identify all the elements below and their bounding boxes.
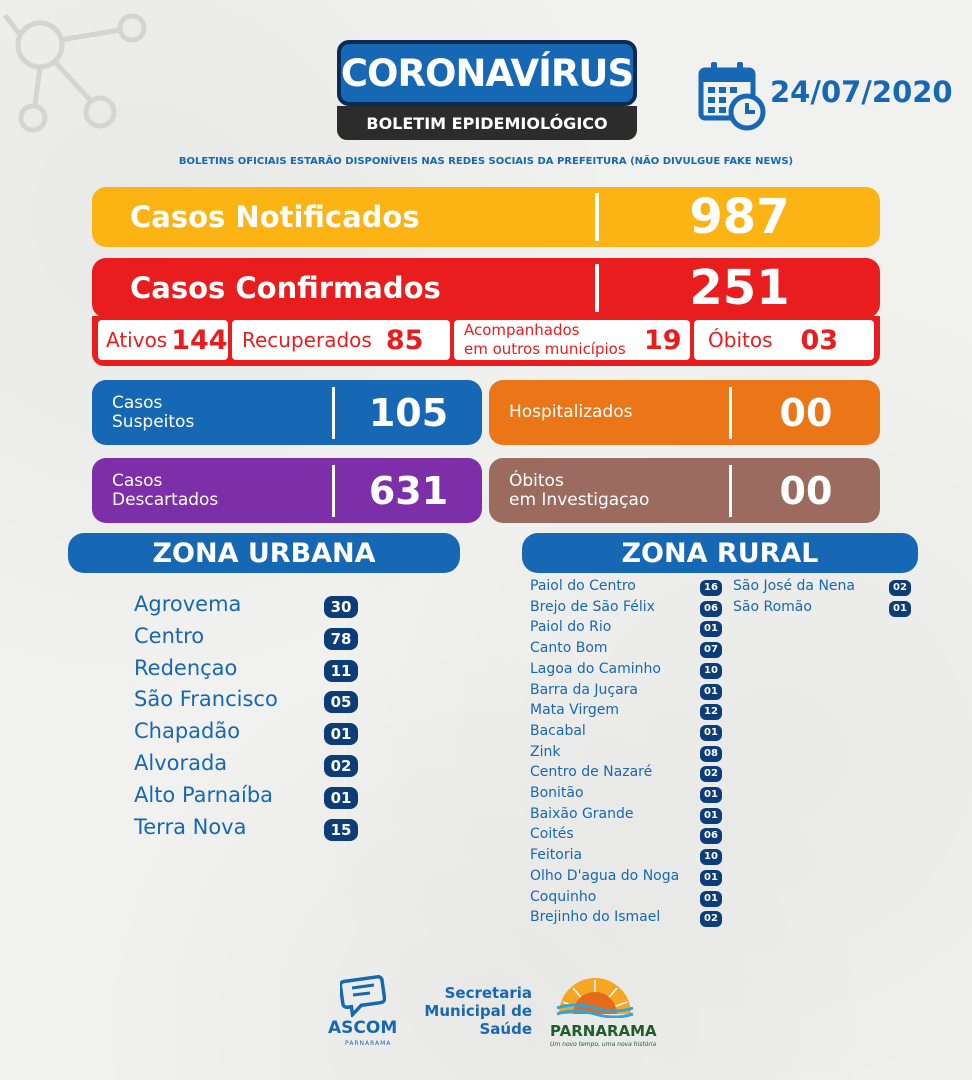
dept-line3: Saúde [479,1020,532,1038]
confirmed-cases-value: 251 [689,260,790,316]
monitored-cell [454,320,690,360]
locality-name: Paiol do Centro [530,578,636,594]
discarded-label-line1: Casos [112,470,163,491]
city-logo-icon [555,968,635,1018]
case-count-badge: 05 [324,691,358,713]
notified-cases-label: Casos Notificados [130,200,420,234]
locality-name: Bonitão [530,785,584,801]
locality-name: Paiol do Rio [530,619,612,636]
suspected-cases-box [92,380,482,445]
urban-list-item [134,783,364,813]
deaths-cell [694,320,874,360]
title-banner [337,40,637,106]
neighborhood-name: Terra Nova [134,815,247,839]
discarded-value: 631 [368,468,449,513]
case-count-badge: 06 [700,601,722,617]
suspected-label-line2: Suspeitos [112,411,195,432]
monitored-label-line1: Acompanhados [464,321,580,339]
neighborhood-name: Alvorada [134,751,228,775]
monitored-label-line2: em outros municípios [464,340,626,358]
page-subtitle: BOLETIM EPIDEMIOLÓGICO [366,113,608,133]
urban-list-item [134,751,364,781]
locality-name: Feitoria [530,847,583,864]
health-department-name [400,984,532,1038]
case-count-badge: 01 [700,621,722,637]
page-title: CORONAVÍRUS [340,51,634,95]
notified-cases-value: 987 [689,189,790,245]
case-count-badge: 10 [700,663,722,679]
hospitalized-value: 00 [779,390,833,435]
ascom-logo-text: ASCOM [328,1018,398,1038]
case-count-badge: 02 [700,911,722,927]
virus-illustration [0,0,180,150]
rural-zone-header [522,533,918,573]
case-count-badge: 78 [324,628,358,650]
recovered-label: Recuperados [242,328,372,352]
city-logo-slogan: Um novo tempo, uma nova história [550,1041,657,1048]
case-count-badge: 01 [700,808,722,824]
urban-list-item [134,592,364,622]
case-count-badge: 08 [700,746,722,762]
case-count-badge: 15 [324,819,358,841]
urban-zone-header [68,533,460,573]
discarded-cases-box [92,458,482,523]
neighborhood-name: Agrovema [134,592,242,616]
neighborhood-name: Redençao [134,656,238,680]
deaths-value: 03 [800,324,839,356]
deaths-investigation-box [489,458,880,523]
speech-bubble-icon [340,975,386,1017]
locality-name: Olho D'agua do Noga [530,867,680,884]
case-count-badge: 12 [700,704,722,720]
locality-name: Barra da Juçara [530,681,639,698]
neighborhood-name: São Francisco [134,687,278,711]
active-cell [98,320,228,360]
locality-name: Lagoa do Caminho [530,660,661,677]
neighborhood-name: Centro [134,624,205,648]
recovered-cell [232,320,450,360]
case-count-badge: 02 [324,755,358,777]
case-count-badge: 01 [700,891,722,907]
suspected-label-line1: Casos [112,392,163,413]
discarded-label-line2: Descartados [112,489,219,510]
case-count-badge: 01 [324,787,358,809]
case-count-badge: 01 [700,787,722,803]
locality-name: São José da Nena [733,578,855,594]
case-count-badge: 30 [324,596,358,618]
bulletin-date: 24/07/2020 [770,75,953,109]
locality-name: Baixão Grande [530,805,634,822]
deaths-label: Óbitos [708,328,773,352]
confirmed-cases-bar [92,258,880,318]
urban-list-item [134,624,364,654]
neighborhood-name: Chapadão [134,719,241,743]
urban-list-item [134,815,364,845]
locality-name: Brejinho do Ismael [530,909,661,926]
case-count-badge: 01 [700,725,722,741]
investigation-label-line1: Óbitos [509,470,564,491]
urban-list-item [134,656,364,686]
locality-name: Bacabal [530,722,586,739]
locality-name: Coquinho [530,888,597,905]
active-label: Ativos [106,328,168,352]
locality-name: Mata Virgem [530,702,619,719]
locality-name: Zink [530,743,561,760]
urban-list-item [134,687,364,717]
case-count-badge: 06 [700,828,722,844]
confirmed-cases-label: Casos Confirmados [130,271,441,305]
case-count-badge: 11 [324,660,358,682]
case-count-badge: 07 [700,642,722,658]
locality-name: Coités [530,826,574,843]
active-value: 144 [171,324,228,356]
investigation-label-line2: em Investigaçao [509,489,650,510]
urban-list-item [134,719,364,749]
recovered-value: 85 [385,324,424,356]
case-count-badge: 01 [324,723,358,745]
ascom-logo-subtext: PARNARAMA [345,1040,392,1047]
locality-name: São Romão [733,598,812,615]
neighborhood-name: Alto Parnaíba [134,783,274,807]
case-count-badge: 16 [700,580,722,596]
city-logo-text: PARNARAMA [550,1022,657,1040]
urban-zone-title: ZONA URBANA [152,537,376,569]
monitored-value: 19 [644,324,682,356]
case-count-badge: 02 [700,766,722,782]
case-count-badge: 01 [700,870,722,886]
notified-cases-bar [92,187,880,247]
case-count-badge: 02 [889,580,911,596]
locality-name: Centro de Nazaré [530,764,653,781]
notice-text: BOLETINS OFICIAIS ESTARÃO DISPONÍVEIS NAS REDES SOCIAIS DA PREFEITURA (NÃO DIVULGUE FAKE NEWS) [178,156,794,167]
hospitalized-label: Hospitalizados [509,402,633,422]
calendar-clock-icon [697,60,767,132]
investigation-value: 00 [779,468,833,513]
subtitle-banner [337,106,637,140]
locality-name: Brejo de São Félix [530,598,655,615]
dept-line2: Municipal de [424,1002,532,1020]
rural-zone-title: ZONA RURAL [621,537,819,569]
confirmed-breakdown [92,316,880,366]
locality-name: Canto Bom [530,640,608,657]
case-count-badge: 10 [700,849,722,865]
dept-line1: Secretaria [444,984,532,1002]
case-count-badge: 01 [700,684,722,700]
hospitalized-box [489,380,880,445]
case-count-badge: 01 [889,601,911,617]
suspected-value: 105 [368,390,449,435]
